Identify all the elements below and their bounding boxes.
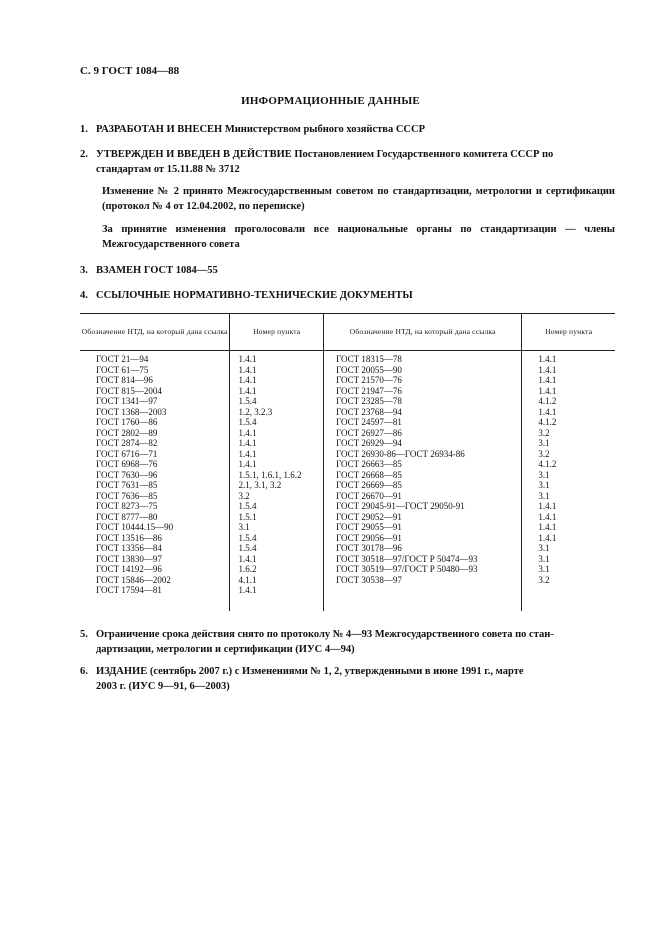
ref-point: 3.1 [538,438,550,448]
section-4 [80,288,615,303]
ref-doc: ГОСТ 13516—86 [96,532,162,543]
ref-doc: ГОСТ 29056—91 [336,532,402,543]
ref-doc: ГОСТ 26669—85 [336,480,402,490]
ref-doc: ГОСТ 26929—94 [336,438,402,448]
section-1 [80,122,615,137]
ref-doc: ГОСТ 7630—96 [96,469,158,480]
ref-point: 1.4.1 [238,427,257,438]
section-5 [80,627,615,657]
ref-doc: ГОСТ 17594—81 [96,585,162,595]
column-left-docs [80,351,229,611]
ref-doc: ГОСТ 8273—75 [96,501,158,511]
ref-point: 3.1 [538,469,550,480]
section-text: РАЗРАБОТАН И ВНЕСЕН Министерством рыбного хозяйства СССР [96,124,425,135]
ref-point: 1.4.1 [238,375,257,385]
ref-doc: ГОСТ 24597—81 [336,417,402,427]
ref-point: 1.6.2 [238,564,257,574]
ref-doc: ГОСТ 21—94 [96,354,149,364]
ref-point: 1.5.1, 1.6.1, 1.6.2 [238,469,302,480]
ref-doc: ГОСТ 6716—71 [96,448,158,459]
ref-point: 1.4.1 [538,522,557,532]
ref-doc: ГОСТ 30538—97 [336,574,402,585]
ref-doc: ГОСТ 10444.15—90 [96,522,174,532]
ref-doc: ГОСТ 13830—97 [96,553,162,564]
section-text-cont: 2003 г. (ИУС 9—91, 6—2003) [96,681,230,692]
ref-point: 1.5.4 [238,396,257,406]
header-doc-left: Обозначение НТД, на который дана ссылка [81,327,228,336]
ref-point: 4.1.1 [238,574,257,585]
ref-point: 1.4.1 [538,364,557,375]
references-table [80,313,615,611]
ref-point: 3.2 [538,448,550,459]
ref-doc: ГОСТ 815—2004 [96,385,162,396]
section-6 [80,664,615,694]
ref-doc: ГОСТ 1760—86 [96,417,158,427]
ref-point: 1.4.1 [238,448,257,459]
page-header: С. 9 ГОСТ 1084—88 [80,65,180,77]
ref-doc: ГОСТ 26668—85 [336,469,402,480]
section-text: ССЫЛОЧНЫЕ НОРМАТИВНО-ТЕХНИЧЕСКИЕ ДОКУМЕНТЫ [96,290,413,301]
section-text: УТВЕРЖДЕН И ВВЕДЕН В ДЕЙСТВИЕ Постановлением Государственного комитета СССР по [96,149,554,160]
ref-point: 1.5.4 [238,501,257,511]
section-text: ВЗАМЕН ГОСТ 1084—55 [96,265,218,276]
ref-doc: ГОСТ 23768—94 [336,406,402,417]
ref-point: 3.2 [538,427,550,438]
ref-doc: ГОСТ 26670—91 [336,490,402,501]
column-left-points [229,351,323,611]
ref-point: 1.5.4 [238,532,257,543]
ref-doc: ГОСТ 26663—85 [336,459,402,469]
table-body [80,351,615,611]
column-right-points [521,351,615,611]
ref-point: 1.4.1 [238,459,257,469]
ref-point: 1.4.1 [238,585,257,595]
ref-doc: ГОСТ 7631—85 [96,480,158,490]
ref-point: 1.4.1 [538,385,557,396]
ref-doc: ГОСТ 1341—97 [96,396,158,406]
table-header-row [80,313,615,351]
header-doc-right: Обозначение НТД, на который дана ссылка [323,314,521,350]
ref-doc: ГОСТ 26927—86 [336,427,402,438]
ref-point: 3.1 [538,564,550,574]
section-text: Ограничение срока действия снято по протоколу № 4—93 Межгосударственного совета по стан- [96,629,554,640]
header-point-right: Номер пункта [521,314,615,350]
ref-point: 1.4.1 [538,406,557,417]
column-right-docs [323,351,521,611]
ref-point: 3.1 [538,553,550,564]
ref-doc: ГОСТ 2802—89 [96,427,158,438]
ref-point: 3.2 [538,574,550,585]
ref-point: 3.1 [538,543,550,553]
ref-doc: ГОСТ 23285—78 [336,396,402,406]
ref-doc: ГОСТ 814—96 [96,375,153,385]
ref-doc: ГОСТ 21947—76 [336,385,402,396]
section-number: 6. [80,666,88,677]
page-title: ИНФОРМАЦИОННЫЕ ДАННЫЕ [241,95,420,107]
ref-doc: ГОСТ 61—75 [96,364,149,375]
ref-point: 4.1.2 [538,396,557,406]
ref-doc: ГОСТ 15846—2002 [96,574,171,585]
section-2-note-amendment: Изменение № 2 принято Межгосударственным советом по стандартизации, метрологии и сертификации (протокол № 4 от 12.04.2002, по переписке) [102,186,615,212]
ref-doc: ГОСТ 29045-91—ГОСТ 29050-91 [336,501,465,511]
ref-doc: ГОСТ 26930-86—ГОСТ 26934-86 [336,448,465,459]
ref-point: 3.1 [538,490,550,501]
ref-point: 3.1 [238,522,250,532]
ref-doc: ГОСТ 29052—91 [336,511,402,522]
section-text-cont: стандартам от 15.11.88 № 3712 [96,164,240,175]
ref-point: 1.4.1 [238,354,257,364]
ref-doc: ГОСТ 1368—2003 [96,406,167,417]
ref-doc: ГОСТ 30178—96 [336,543,402,553]
ref-doc: ГОСТ 8777—80 [96,511,158,522]
section-number: 5. [80,629,88,640]
section-text-cont: дартизации, метрологии и сертификации (ИУС 4—94) [96,644,355,655]
ref-doc: ГОСТ 14192—96 [96,564,162,574]
ref-doc: ГОСТ 6968—76 [96,459,158,469]
ref-doc: ГОСТ 30518—97/ГОСТ Р 50474—93 [336,553,478,564]
ref-doc: ГОСТ 21570—76 [336,375,402,385]
ref-point: 1.4.1 [538,354,557,364]
ref-point: 1.4.1 [538,501,557,511]
ref-doc: ГОСТ 30519—97/ГОСТ Р 50480—93 [336,564,478,574]
ref-point: 1.4.1 [538,375,557,385]
section-number: 2. [80,149,88,160]
ref-point: 1.5.1 [238,511,257,522]
ref-point: 3.1 [538,480,550,490]
ref-point: 1.4.1 [538,511,557,522]
header-point-left: Номер пункта [229,314,323,350]
ref-point: 4.1.2 [538,417,557,427]
ref-point: 4.1.2 [538,459,557,469]
section-number: 1. [80,124,88,135]
section-3 [80,263,615,278]
ref-point: 1.4.1 [538,532,557,543]
ref-point: 1.4.1 [238,438,257,448]
ref-point: 1.4.1 [238,553,257,564]
ref-point: 3.2 [238,490,250,501]
ref-doc: ГОСТ 7636—85 [96,490,158,501]
ref-point: 1.5.4 [238,417,257,427]
ref-doc: ГОСТ 2874—82 [96,438,158,448]
section-text: ИЗДАНИЕ (сентябрь 2007 г.) с Изменениями № 1, 2, утвержденными в июне 1991 г., марте [96,666,524,677]
ref-point: 2.1, 3.1, 3.2 [238,480,282,490]
ref-point: 1.4.1 [238,385,257,396]
section-number: 4. [80,290,88,301]
ref-point: 1.5.4 [238,543,257,553]
ref-point: 1.4.1 [238,364,257,375]
section-2-note-vote: За принятие изменения проголосовали все национальные органы по стандартизации — члены Межгосударственного совета [102,224,615,250]
section-number: 3. [80,265,88,276]
ref-doc: ГОСТ 20055—90 [336,364,402,375]
section-2 [80,147,615,177]
ref-point: 1.2, 3.2.3 [238,406,273,417]
ref-doc: ГОСТ 29055—91 [336,522,402,532]
ref-doc: ГОСТ 18315—78 [336,354,402,364]
ref-doc: ГОСТ 13356—84 [96,543,162,553]
